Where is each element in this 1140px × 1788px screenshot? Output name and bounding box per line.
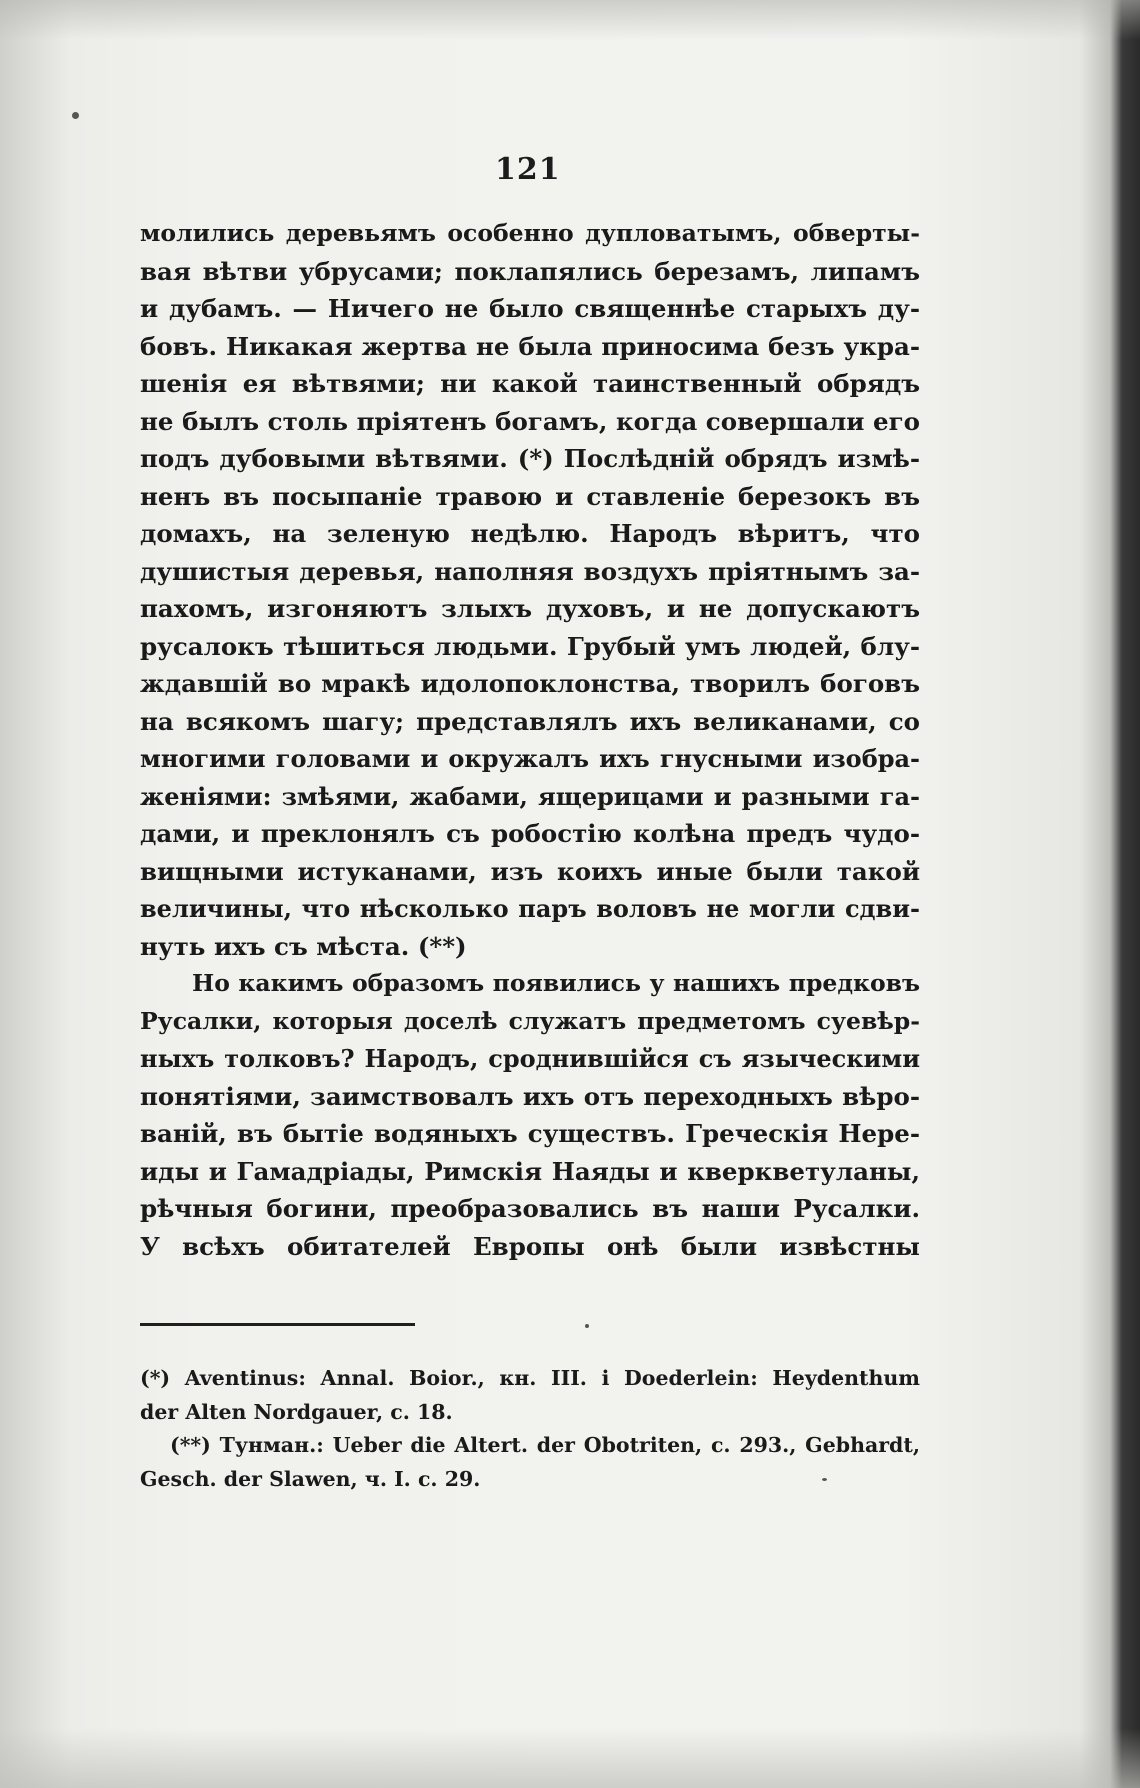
text-line: женіями: змѣями, жабами, ящерицами и разными га- bbox=[140, 781, 920, 811]
text-line: вищными истуканами, изъ коихъ иные были такой bbox=[140, 856, 920, 886]
bottom-edge-shadow bbox=[0, 1728, 1140, 1788]
text-line: У всѣхъ обитателей Европы онѣ были извѣстны bbox=[140, 1231, 920, 1261]
text-line: душистыя деревья, наполняя воздухъ пріятнымъ за- bbox=[140, 556, 920, 586]
text-line: многими головами и окружалъ ихъ гнусными изобра- bbox=[140, 744, 920, 773]
ink-speck bbox=[585, 1324, 589, 1328]
page-number: 121 bbox=[495, 152, 561, 187]
text-line: ненъ въ посыпаніе травою и ставленіе березокъ въ bbox=[140, 481, 920, 511]
main-text bbox=[140, 215, 920, 1265]
ink-speck bbox=[72, 112, 79, 119]
text-line: русалокъ тѣшиться людьми. Грубый умъ людей, блу- bbox=[140, 631, 920, 661]
text-line: ждавшій во мракѣ идолопоклонства, творилъ боговъ bbox=[140, 669, 920, 698]
text-line: Но какимъ образомъ появились у нашихъ предковъ bbox=[192, 969, 920, 997]
footnotes bbox=[140, 1362, 920, 1496]
text-line: подъ дубовыми вѣтвями. (*) Послѣдній обрядъ измѣ- bbox=[140, 444, 920, 473]
text-line: величины, что нѣсколько паръ воловъ не могли сдви- bbox=[140, 894, 920, 923]
footnote-line: (*) Aventinus: Annal. Boior., кн. III. i Doederlein: Heydenthum bbox=[140, 1366, 920, 1390]
text-line: ваній, въ бытіе водяныхъ существъ. Греческія Нере- bbox=[140, 1119, 920, 1148]
text-line: Русалки, которыя доселѣ служатъ предметомъ суевѣр- bbox=[140, 1006, 920, 1035]
footnote-line: (**) Тунман.: Ueber die Altert. der Obotriten, c. 293., Gebhardt, bbox=[170, 1433, 920, 1457]
text-line: не былъ столь пріятенъ богамъ, когда совершали его bbox=[140, 406, 920, 436]
text-line: рѣчныя богини, преобразовались въ наши Русалки. bbox=[140, 1194, 920, 1223]
top-edge-shadow bbox=[0, 0, 1140, 40]
text-line: бовъ. Никакая жертва не была приносима безъ укра- bbox=[140, 331, 920, 361]
text-line: иды и Гамадріады, Римскія Наяды и кверкветуланы, bbox=[140, 1156, 920, 1186]
text-line: дами, и преклонялъ съ робостію колѣна предъ чудо- bbox=[140, 819, 920, 848]
text-line: домахъ, на зеленую недѣлю. Народъ вѣритъ, что bbox=[140, 519, 920, 548]
footnote-divider bbox=[140, 1323, 415, 1326]
footnote-line: Gesch. der Slawen, ч. I. c. 29. bbox=[140, 1466, 481, 1491]
text-line: пахомъ, изгоняютъ злыхъ духовъ, и не допускаютъ bbox=[140, 594, 920, 623]
text-line: понятіями, заимствовалъ ихъ отъ переходныхъ вѣро- bbox=[140, 1081, 920, 1111]
text-line: ныхъ толковъ? Народъ, сроднившійся съ языческими bbox=[140, 1044, 920, 1073]
text-line: нуть ихъ съ мѣста. (**) bbox=[140, 931, 467, 961]
footnote-line: der Alten Nordgauer, c. 18. bbox=[140, 1399, 453, 1424]
text-line: молились деревьямъ особенно дупловатымъ, обверты- bbox=[140, 219, 920, 247]
text-line: шенія ея вѣтвями; ни какой таинственный обрядъ bbox=[140, 369, 920, 398]
text-line: вая вѣтви убрусами; поклапялись березамъ, липамъ bbox=[140, 256, 920, 286]
text-line: на всякомъ шагу; представлялъ ихъ великанами, со bbox=[140, 706, 920, 736]
text-line: и дубамъ. — Ничего не было священнѣе старыхъ ду- bbox=[140, 294, 920, 323]
